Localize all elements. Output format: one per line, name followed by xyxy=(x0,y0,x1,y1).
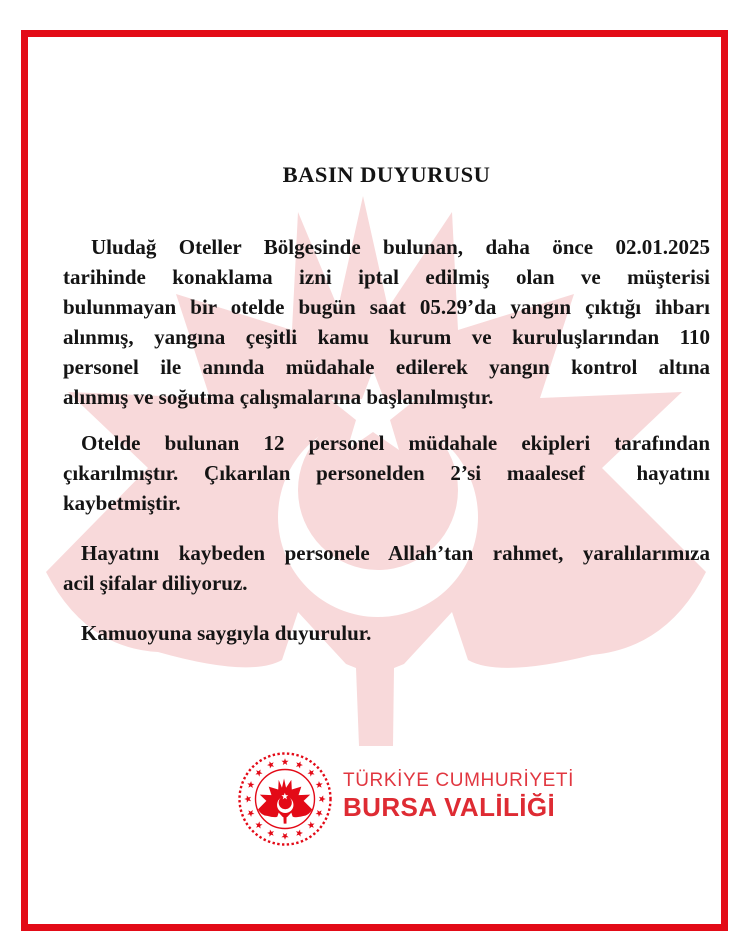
body-line: bulunmayan bir otelde bugün saat 05.29’da yangın çıktığı ihbarı xyxy=(63,295,710,319)
body-line: kaybetmiştir. xyxy=(63,491,181,515)
body-line: acil şifalar diliyoruz. xyxy=(63,571,248,595)
gov-emblem-icon xyxy=(240,754,331,845)
body-line: Otelde bulunan 12 personel müdahale ekipleri tarafından xyxy=(81,431,710,455)
body-line: tarihinde konaklama izni iptal edilmiş olan ve müşterisi xyxy=(63,265,710,289)
page-title: BASIN DUYURUSU xyxy=(282,162,491,187)
paragraph-1 xyxy=(63,232,710,412)
body-line: alınmış ve soğutma çalışmalarına başlanılmıştır. xyxy=(63,385,494,409)
org-title-line: TÜRKİYE CUMHURİYETİ xyxy=(343,770,574,791)
body-line: çıkarılmıştır. Çıkarılan personelden 2’si maalesef hayatını xyxy=(63,461,710,485)
press-release-body xyxy=(63,160,710,648)
org-name-line: BURSA VALİLİĞİ xyxy=(343,792,556,822)
paragraph-2 xyxy=(63,428,710,518)
paragraph-4 xyxy=(63,618,710,648)
body-line: personel ile anında müdahale edilerek yangın kontrol altına xyxy=(63,355,710,379)
paragraph-3 xyxy=(63,538,710,598)
body-line: alınmış, yangına çeşitli kamu kurum ve kuruluşlarından 110 xyxy=(63,325,710,349)
emblem-leaf-icon xyxy=(258,779,312,824)
footer-org xyxy=(343,770,574,822)
body-line: Uludağ Oteller Bölgesinde bulunan, daha önce 02.01.2025 xyxy=(91,235,710,259)
body-line: Hayatını kaybeden personele Allah’tan rahmet, yaralılarımıza xyxy=(81,541,710,565)
body-line: Kamuoyuna saygıyla duyurulur. xyxy=(81,621,372,645)
